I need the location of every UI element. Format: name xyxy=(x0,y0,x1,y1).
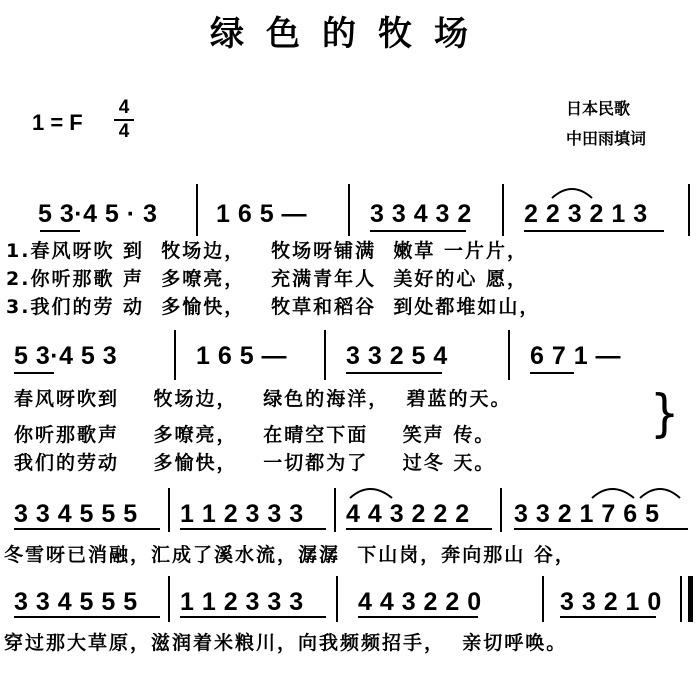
slur xyxy=(592,489,634,498)
lyric-verse-2: 2.你听那歌 声 多嘹亮， 充满青年人 美好的心 愿， xyxy=(6,268,528,290)
measure: 2 2 3 2 1 3 xyxy=(524,200,648,228)
lyric-line: 冬雪呀已消融，汇成了溪水流，潺潺 下山岗，奔向那山 谷， xyxy=(4,544,576,566)
key-signature: 1 = F xyxy=(32,110,83,135)
time-signature-top: 4 xyxy=(118,97,130,118)
lyric-verse-1: 春风呀吹到 牧场边， 绿色的海洋， 碧蓝的天。 xyxy=(14,388,512,410)
measure: 4 4 3 2 2 0 xyxy=(358,588,482,616)
measure: 1 1 2 3 3 3 xyxy=(180,500,304,528)
measure: 6 7 1 — xyxy=(530,342,622,370)
measure: 3 3 4 5 5 5 xyxy=(14,588,138,616)
measure: 1 6 5 — xyxy=(216,200,308,228)
measure: 1 6 5 — xyxy=(196,342,288,370)
lyric-verse-2: 你听那歌声 多嘹亮， 在晴空下面 笑声 传。 xyxy=(14,424,496,446)
verse-brace: } xyxy=(650,383,680,443)
lyric-line: 穿过那大草原，滋润着米粮川，向我频频招手， 亲切呼唤。 xyxy=(4,632,568,654)
lyric-verse-3: 我们的劳动 多愉快， 一切都为了 过冬 天。 xyxy=(14,452,496,474)
credit-lyricist: 中田雨填词 xyxy=(566,129,647,148)
measure: 4 4 3 2 2 2 xyxy=(346,500,470,528)
measure: 3 3 2 5 4 xyxy=(346,342,448,370)
lyric-verse-1: 1.春风呀吹 到 牧场边， 牧场呀铺满 嫩草 一片片， xyxy=(6,240,528,262)
slur xyxy=(640,489,680,498)
measure: 3 3 2 1 7 6 5 xyxy=(514,500,660,528)
measure: 5 3·4 5 3 xyxy=(14,342,118,370)
time-signature-bottom: 4 xyxy=(118,121,130,142)
credit-origin: 日本民歌 xyxy=(566,99,631,118)
song-title: 绿色的牧场 xyxy=(210,14,490,54)
measure: 3 3 4 5 5 5 xyxy=(14,500,138,528)
slur xyxy=(350,489,392,498)
lyric-verse-3: 3.我们的劳 动 多愉快， 牧草和稻谷 到处都堆如山， xyxy=(6,296,541,318)
measure: 3 3 4 3 2 xyxy=(370,200,472,228)
slur xyxy=(552,189,592,198)
measure: 1 1 2 3 3 3 xyxy=(180,588,304,616)
measure: 5 3·4 5 · 3 xyxy=(38,200,158,228)
measure: 3 3 2 1 0 xyxy=(560,588,662,616)
